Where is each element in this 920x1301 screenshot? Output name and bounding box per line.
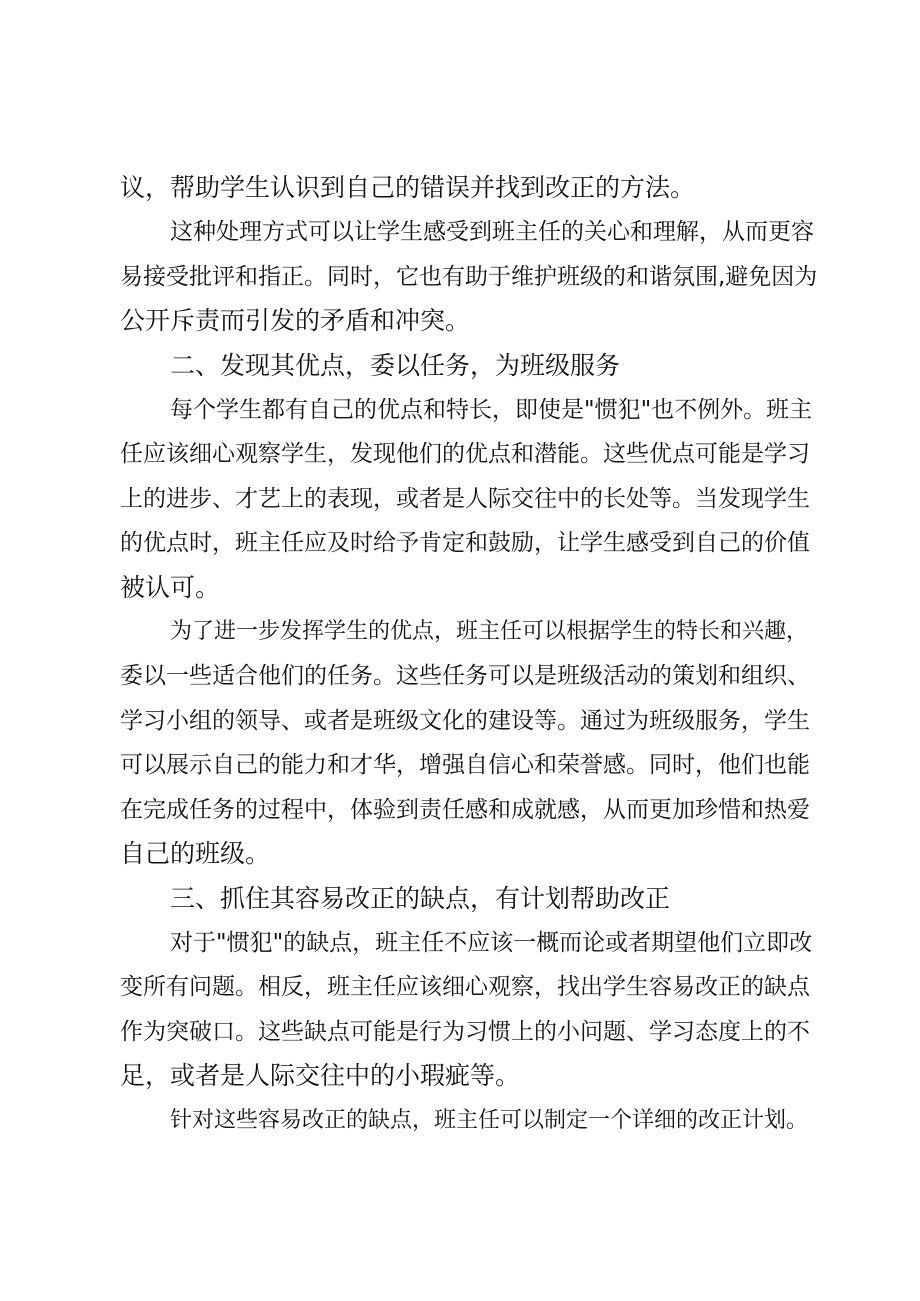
text-line: 变所有问题。相反，班主任应该细心观察，找出学生容易改正的缺点 <box>120 974 810 1001</box>
paragraph-strengths <box>120 388 820 610</box>
section-heading-2 <box>120 344 820 388</box>
text-line: 委以一些适合他们的任务。这些任务可以是班级活动的策划和组织、 <box>120 663 810 690</box>
heading-text: 二、发现其优点，委以任务，为班级服务 <box>170 350 621 380</box>
text-line: 自己的班级。 <box>120 839 271 869</box>
text-line: 的优点时，班主任应及时给予肯定和鼓励，让学生感受到自己的价值 <box>120 530 810 557</box>
text-line: 学习小组的领导、或者是班级文化的建设等。通过为班级服务，学生 <box>120 707 810 734</box>
paragraph-tasks <box>120 610 820 876</box>
text-line: 每个学生都有自己的优点和特长，即使是"惯犯"也不例外。班主 <box>170 397 813 424</box>
paragraph-weaknesses <box>120 921 820 1099</box>
document-body <box>120 166 820 1143</box>
heading-text: 三、抓住其容易改正的缺点，有计划帮助改正 <box>170 883 671 913</box>
text-line: 任应该细心观察学生，发现他们的优点和潜能。这些优点可能是学习 <box>120 441 810 468</box>
section-heading-3 <box>120 877 820 921</box>
paragraph-continuation <box>120 166 820 210</box>
text-line: 对于"惯犯"的缺点，班主任不应该一概而论或者期望他们立即改 <box>170 929 813 956</box>
text-line: 针对这些容易改正的缺点，班主任可以制定一个详细的改正计划。 <box>170 1107 809 1133</box>
text-line: 公开斥责而引发的矛盾和冲突。 <box>120 306 471 336</box>
text-line: 作为突破口。这些缺点可能是行为习惯上的小问题、学习态度上的不 <box>120 1018 810 1045</box>
text-line: 被认可。 <box>120 572 221 602</box>
text-line: 可以展示自己的能力和才华，增强自信心和荣誉感。同时，他们也能 <box>120 752 810 779</box>
text-line: 这种处理方式可以让学生感受到班主任的关心和理解，从而更容 <box>170 219 814 246</box>
text-line: 在完成任务的过程中，体验到责任感和成就感，从而更加珍惜和热爱 <box>120 796 810 823</box>
text-line: 上的进步、才艺上的表现，或者是人际交往中的长处等。当发现学生 <box>120 485 810 512</box>
paragraph-plan <box>120 1099 820 1143</box>
paragraph-handling-method <box>120 210 820 343</box>
text-line: 议，帮助学生认识到自己的错误并找到改正的方法。 <box>120 173 696 202</box>
text-line: 足，或者是人际交往中的小瑕疵等。 <box>120 1061 521 1091</box>
text-line: 为了进一步发挥学生的优点，班主任可以根据学生的特长和兴趣， <box>170 619 809 645</box>
text-line: 易接受批评和指正。同时，它也有助于维护班级的和谐氛围,避免因为 <box>120 263 818 290</box>
